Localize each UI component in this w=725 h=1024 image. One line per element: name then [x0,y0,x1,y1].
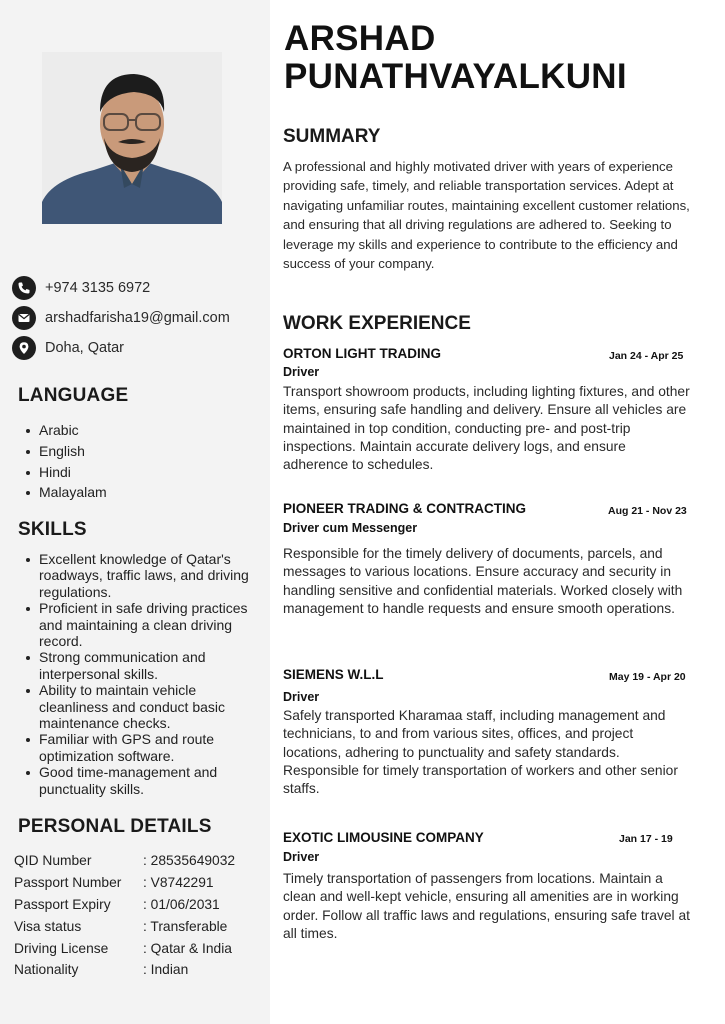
job-company: EXOTIC LIMOUSINE COMPANY [283,830,484,845]
job-description: Responsible for the timely delivery of documents, parcels, and messages to various locations. Ensure accuracy and security in handling sensitive and confidential materials. Worked closely with management to handle requests and ensure smooth operations. [283,546,683,616]
summary-heading: SUMMARY [283,126,381,147]
list-item: Proficient in safe driving practices and maintaining a clean driving record. [24,600,259,649]
language-heading: LANGUAGE [18,385,129,406]
job-description: Safely transported Kharamaa staff, including management and technicians, to and from various sites, offices, and project locations, adhering to punctuality and safety standards. Responsible for timely transportation of workers and other senior staffs. [283,708,678,797]
main-content [270,0,725,1024]
list-item: English [24,441,259,462]
location-text: Doha, Qatar [45,340,124,356]
job-company: ORTON LIGHT TRADING [283,346,441,361]
table-row [14,959,264,981]
detail-value: : Indian [143,962,189,978]
detail-label: Visa status [14,918,82,934]
job-role: Driver [283,850,320,864]
skills-list [24,551,259,797]
table-row [14,894,264,916]
detail-label: Passport Number [14,875,122,891]
job-date: Aug 21 - Nov 23 [608,505,687,517]
job-date: May 19 - Apr 20 [609,671,686,683]
job-role: Driver [283,365,320,379]
detail-value: : Qatar & India [143,940,232,956]
contact-email [12,306,262,330]
sidebar [0,0,270,1024]
list-item: Arabic [24,420,259,441]
table-row [14,872,264,894]
detail-label: Driving License [14,940,109,956]
list-item: Strong communication and interpersonal skills. [24,649,259,682]
candidate-name [284,20,627,96]
summary-text: A professional and highly motivated driver with years of experience providing safe, timely, and reliable transportation services. Adept at navigating unfamiliar routes, maintaining excellent customer relations, and ensuring that all driving regulations are adhered to. Seeking to leverage my skills and experience to contribute to the efficiency and success of your company. [283,159,690,272]
table-row [14,850,264,872]
phone-icon [12,276,36,300]
person-portrait-icon [42,52,222,224]
profile-photo [42,52,222,224]
location-pin-icon [12,336,36,360]
email-icon [12,306,36,330]
skills-heading: SKILLS [18,519,87,540]
list-item: Malayalam [24,482,259,503]
list-item: Ability to maintain vehicle cleanliness and conduct basic maintenance checks. [24,682,259,731]
detail-label: Nationality [14,962,79,978]
list-item: Good time-management and punctuality skills. [24,764,259,797]
language-list [24,420,259,503]
name-line-2: PUNATHVAYALKUNI [284,57,627,96]
table-row [14,915,264,937]
list-item: Excellent knowledge of Qatar's roadways, traffic laws, and driving regulations. [24,551,259,600]
contact-location [12,336,262,360]
detail-value: : V8742291 [143,875,214,891]
list-item: Hindi [24,462,259,483]
contact-phone [12,276,262,300]
personal-details-heading: PERSONAL DETAILS [18,816,212,837]
job-description: Transport showroom products, including lighting fixtures, and other items, ensuring safe handling and delivery. Ensure all vehicles are maintained in top condition, conducting pre- and post-trip inspections. Maintain accurate delivery logs, and ensure adherence to schedules. [283,384,690,473]
detail-label: QID Number [14,853,92,869]
detail-value: : 01/06/2031 [143,896,220,912]
detail-value: : 28535649032 [143,853,236,869]
job-company: PIONEER TRADING & CONTRACTING [283,501,526,516]
job-date: Jan 17 - 19 [619,833,673,845]
phone-number[interactable]: +974 3135 6972 [45,280,151,296]
name-line-1: ARSHAD [284,19,436,58]
job-role: Driver cum Messenger [283,521,418,535]
list-item: Familiar with GPS and route optimization software. [24,731,259,764]
job-role: Driver [283,690,320,704]
detail-value: : Transferable [143,918,228,934]
personal-details-table [14,850,264,981]
detail-label: Passport Expiry [14,896,111,912]
job-date: Jan 24 - Apr 25 [609,350,684,362]
table-row [14,937,264,959]
email-address[interactable]: arshadfarisha19@gmail.com [45,310,230,326]
work-experience-heading: WORK EXPERIENCE [283,313,471,334]
job-company: SIEMENS W.L.L [283,667,384,682]
job-description: Timely transportation of passengers from locations. Maintain a clean and well-kept vehicle, ensuring all amenities are in working order. Follow all traffic laws and regulations, ensuring safe travel at all times. [283,871,690,941]
